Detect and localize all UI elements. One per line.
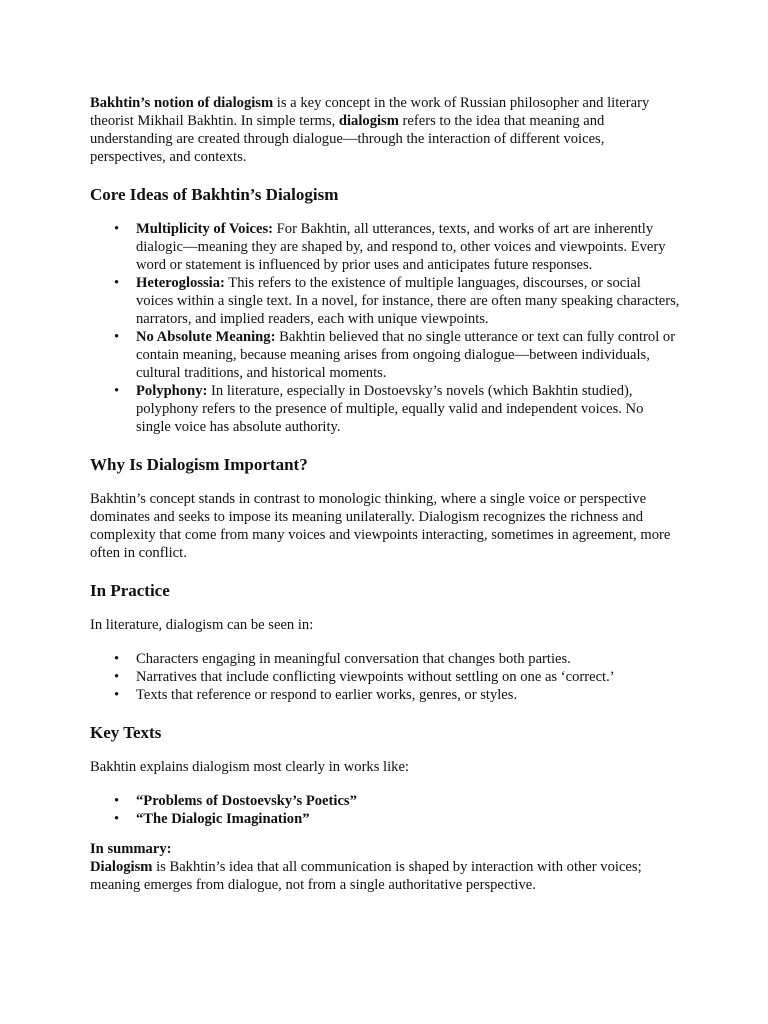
book-title: “The Dialogic Imagination” [136,811,310,827]
core-ideas-heading: Core Ideas of Bakhtin’s Dialogism [90,185,339,204]
summary-text: is Bakhtin’s idea that all communication is shaped by interaction with other voices; meaning emerges from dialogue, not from a single authoritative perspective. [90,859,642,893]
list-item-text: This refers to the existence of multiple languages, discourses, or social voices within a single text. In a novel, for instance, there are often many speaking characters, narrators, and implied readers, each with unique viewpoints. [136,275,680,327]
summary-bold-term: Dialogism [90,859,153,875]
list-item-text: For Bakhtin, all utterances, texts, and works of art are inherently dialogic—meaning they are shaped by, and respond to, other voices and viewpoints. Every word or statement is influenced by prior uses and anticipates future responses. [136,221,666,273]
list-item: • Characters engaging in meaningful conversation that changes both parties. [136,650,680,668]
list-item: • Texts that reference or respond to earlier works, genres, or styles. [136,686,680,704]
list-item [136,328,680,382]
list-item [136,274,680,328]
intro-bold-term: Bakhtin’s notion of dialogism [90,95,274,111]
list-item [136,810,680,828]
summary-label [90,840,680,858]
intro-paragraph [90,94,680,166]
list-item [136,220,680,274]
book-title: “Problems of Dostoevsky’s Poetics” [136,793,357,809]
key-texts-intro: Bakhtin explains dialogism most clearly in works like: [90,759,409,775]
practice-list [90,650,680,704]
list-item [136,792,680,810]
list-item-term: Heteroglossia: [136,275,225,291]
list-item: • Narratives that include conflicting viewpoints without settling on one as ‘correct.’ [136,668,680,686]
list-item-text: In literature, especially in Dostoevsky’s novels (which Bakhtin studied), polyphony refers to the presence of multiple, equally valid and independent voices. No single voice has absolute authority. [136,383,644,435]
practice-heading: In Practice [90,581,170,600]
key-texts-heading: Key Texts [90,723,162,742]
list-item-term: Multiplicity of Voices: [136,221,274,237]
summary-paragraph [90,858,680,894]
list-item-term: No Absolute Meaning: [136,329,276,345]
why-paragraph: Bakhtin’s concept stands in contrast to monologic thinking, where a single voice or perspective dominates and seeks to impose its meaning unilaterally. Dialogism recognizes the richness and complexity that come from many voices and viewpoints interacting, sometimes in agreement, more often in conflict. [90,491,671,561]
practice-intro: In literature, dialogism can be seen in: [90,617,314,633]
document-body [90,94,680,894]
intro-text: is a key concept in the work of Russian philosopher and literary theorist Mikhail Bakhtin. In simple terms, [90,95,650,129]
core-ideas-list [90,220,680,436]
key-texts-list [90,792,680,828]
summary-label-text: In summary: [90,841,172,857]
list-item-term: Polyphony: [136,383,208,399]
why-heading: Why Is Dialogism Important? [90,455,308,474]
intro-text-continued: refers to the idea that meaning and understanding are created through dialogue—through the interaction of different voices, perspectives, and contexts. [90,113,605,165]
list-item [136,382,680,436]
list-item-text: Bakhtin believed that no single utterance or text can fully control or contain meaning, because meaning arises from ongoing dialogue—between individuals, cultural traditions, and historical moments. [136,329,676,381]
intro-bold-dialogism: dialogism [338,113,399,129]
